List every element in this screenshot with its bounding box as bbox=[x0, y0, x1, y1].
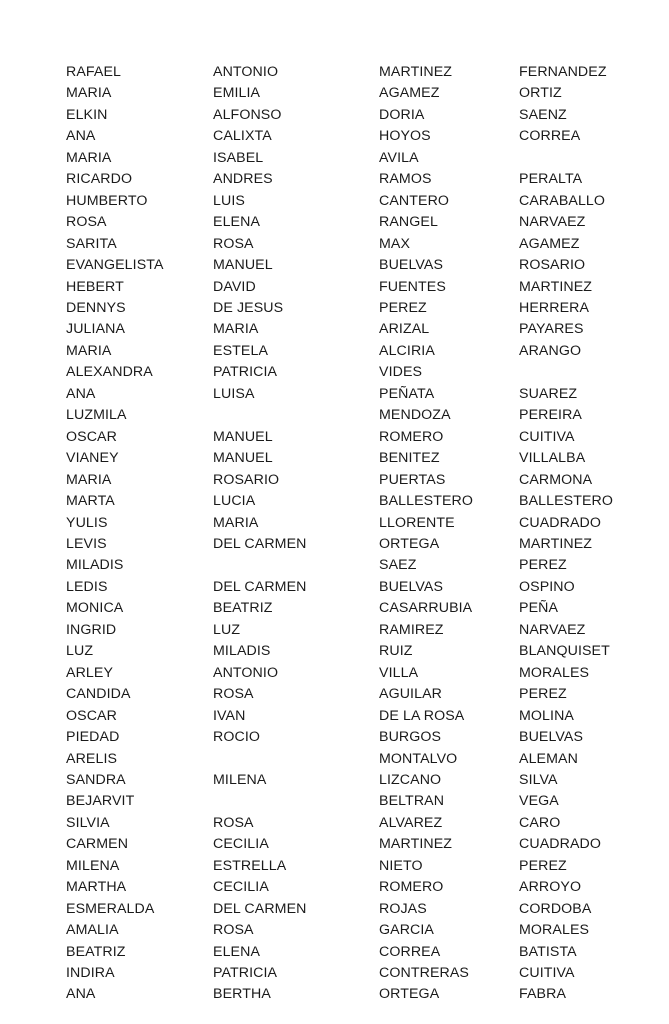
table-row bbox=[66, 255, 656, 276]
second-surname-cell: PEREIRA bbox=[519, 407, 582, 424]
first-name-cell: HEBERT bbox=[66, 278, 124, 295]
first-surname-cell: ROJAS bbox=[379, 900, 427, 917]
middle-name-cell: ANTONIO bbox=[213, 664, 279, 681]
middle-name-cell: ESTELA bbox=[213, 342, 269, 359]
table-row bbox=[66, 641, 656, 662]
table-row bbox=[66, 341, 656, 362]
table-row bbox=[66, 212, 656, 233]
first-name-cell: ANA bbox=[66, 385, 96, 402]
middle-name-cell: MANUEL bbox=[213, 428, 273, 445]
names-table-body bbox=[66, 62, 656, 1006]
first-surname-cell: MAX bbox=[379, 235, 411, 252]
table-row bbox=[66, 169, 656, 190]
second-surname-cell: SAENZ bbox=[519, 106, 567, 123]
first-name-cell: SARITA bbox=[66, 235, 117, 252]
first-surname-cell: SAEZ bbox=[379, 557, 417, 574]
second-surname-cell: CUITIVA bbox=[519, 428, 575, 445]
first-name-cell: LEVIS bbox=[66, 535, 107, 552]
second-surname-cell: HERRERA bbox=[519, 299, 590, 316]
first-name-cell: LUZ bbox=[66, 643, 94, 660]
first-surname-cell: RUIZ bbox=[379, 643, 413, 660]
first-surname-cell: CANTERO bbox=[379, 192, 450, 209]
table-row bbox=[66, 856, 656, 877]
table-row bbox=[66, 62, 656, 83]
middle-name-cell: CALIXTA bbox=[213, 128, 272, 145]
middle-name-cell: CECILIA bbox=[213, 879, 269, 896]
first-surname-cell: ORTEGA bbox=[379, 535, 440, 552]
first-name-cell: HUMBERTO bbox=[66, 192, 148, 209]
second-surname-cell: ROSARIO bbox=[519, 257, 586, 274]
middle-name-cell: ROSA bbox=[213, 686, 254, 703]
middle-name-cell: LUZ bbox=[213, 621, 241, 638]
first-surname-cell: HOYOS bbox=[379, 128, 431, 145]
first-surname-cell: DORIA bbox=[379, 106, 425, 123]
middle-name-cell: ROCIO bbox=[213, 729, 261, 746]
first-name-cell: ELKIN bbox=[66, 106, 108, 123]
first-surname-cell: BELTRAN bbox=[379, 793, 445, 810]
table-row bbox=[66, 770, 656, 791]
middle-name-cell: DE JESUS bbox=[213, 299, 284, 316]
first-name-cell: INGRID bbox=[66, 621, 117, 638]
second-surname-cell: CUADRADO bbox=[519, 836, 601, 853]
second-surname-cell: PERALTA bbox=[519, 171, 583, 188]
first-surname-cell: CONTRERAS bbox=[379, 965, 469, 982]
middle-name-cell: PATRICIA bbox=[213, 364, 278, 381]
table-row bbox=[66, 555, 656, 576]
middle-name-cell: MARIA bbox=[213, 514, 259, 531]
second-surname-cell: BALLESTERO bbox=[519, 493, 614, 510]
second-surname-cell: ALEMAN bbox=[519, 750, 578, 767]
second-surname-cell: MARTINEZ bbox=[519, 278, 593, 295]
first-surname-cell: AGAMEZ bbox=[379, 85, 440, 102]
first-name-cell: EVANGELISTA bbox=[66, 257, 164, 274]
second-surname-cell: PEREZ bbox=[519, 557, 567, 574]
first-name-cell: RICARDO bbox=[66, 171, 133, 188]
first-name-cell: CARMEN bbox=[66, 836, 129, 853]
middle-name-cell: CECILIA bbox=[213, 836, 269, 853]
table-row bbox=[66, 234, 656, 255]
first-surname-cell: VIDES bbox=[379, 364, 423, 381]
table-row bbox=[66, 83, 656, 104]
first-surname-cell: ORTEGA bbox=[379, 986, 440, 1003]
first-name-cell: OSCAR bbox=[66, 428, 117, 445]
table-row bbox=[66, 706, 656, 727]
table-row bbox=[66, 384, 656, 405]
first-name-cell: OSCAR bbox=[66, 707, 117, 724]
first-surname-cell: MARTINEZ bbox=[379, 836, 453, 853]
first-surname-cell: RAMIREZ bbox=[379, 621, 444, 638]
second-surname-cell: CUADRADO bbox=[519, 514, 601, 531]
second-surname-cell: SUAREZ bbox=[519, 385, 578, 402]
first-surname-cell: BURGOS bbox=[379, 729, 442, 746]
middle-name-cell: IVAN bbox=[213, 707, 246, 724]
first-name-cell: MARTHA bbox=[66, 879, 127, 896]
first-surname-cell: CASARRUBIA bbox=[379, 600, 473, 617]
second-surname-cell: VEGA bbox=[519, 793, 559, 810]
first-name-cell: SANDRA bbox=[66, 771, 126, 788]
middle-name-cell: LUCIA bbox=[213, 493, 256, 510]
middle-name-cell bbox=[213, 791, 379, 812]
middle-name-cell bbox=[213, 749, 379, 770]
middle-name-cell: ALFONSO bbox=[213, 106, 282, 123]
second-surname-cell: PAYARES bbox=[519, 321, 584, 338]
middle-name-cell: ELENA bbox=[213, 214, 261, 231]
first-surname-cell: PUERTAS bbox=[379, 471, 446, 488]
first-surname-cell: PEREZ bbox=[379, 299, 427, 316]
table-row bbox=[66, 126, 656, 147]
first-surname-cell: RANGEL bbox=[379, 214, 438, 231]
table-row bbox=[66, 598, 656, 619]
second-surname-cell: MARTINEZ bbox=[519, 535, 593, 552]
middle-name-cell: MARIA bbox=[213, 321, 259, 338]
table-row bbox=[66, 920, 656, 941]
table-row bbox=[66, 298, 656, 319]
second-surname-cell: AGAMEZ bbox=[519, 235, 580, 252]
second-surname-cell bbox=[519, 148, 656, 169]
first-surname-cell: BENITEZ bbox=[379, 450, 440, 467]
table-row bbox=[66, 877, 656, 898]
second-surname-cell: MORALES bbox=[519, 664, 590, 681]
second-surname-cell: BLANQUISET bbox=[519, 643, 610, 660]
second-surname-cell: CARO bbox=[519, 814, 561, 831]
first-surname-cell: CORREA bbox=[379, 943, 441, 960]
first-surname-cell: MONTALVO bbox=[379, 750, 458, 767]
first-surname-cell: BALLESTERO bbox=[379, 493, 474, 510]
first-surname-cell: LLORENTE bbox=[379, 514, 455, 531]
second-surname-cell: FERNANDEZ bbox=[519, 64, 607, 80]
first-name-cell: CANDIDA bbox=[66, 686, 131, 703]
first-surname-cell: DE LA ROSA bbox=[379, 707, 465, 724]
first-name-cell: ARELIS bbox=[66, 750, 118, 767]
first-name-cell: JULIANA bbox=[66, 321, 126, 338]
table-row bbox=[66, 727, 656, 748]
first-name-cell: BEATRIZ bbox=[66, 943, 126, 960]
first-surname-cell: PEÑATA bbox=[379, 385, 435, 402]
table-row bbox=[66, 448, 656, 469]
middle-name-cell: DEL CARMEN bbox=[213, 535, 307, 552]
first-name-cell: MILENA bbox=[66, 857, 120, 874]
first-name-cell: PIEDAD bbox=[66, 729, 120, 746]
table-row bbox=[66, 620, 656, 641]
middle-name-cell: ROSA bbox=[213, 235, 254, 252]
first-name-cell: MARIA bbox=[66, 85, 112, 102]
second-surname-cell: SILVA bbox=[519, 771, 558, 788]
second-surname-cell: PEREZ bbox=[519, 686, 567, 703]
middle-name-cell: ANTONIO bbox=[213, 64, 279, 80]
middle-name-cell: BERTHA bbox=[213, 986, 271, 1003]
first-surname-cell: VILLA bbox=[379, 664, 419, 681]
names-table bbox=[66, 62, 656, 1006]
first-surname-cell: ALCIRIA bbox=[379, 342, 435, 359]
table-row bbox=[66, 534, 656, 555]
second-surname-cell: ORTIZ bbox=[519, 85, 562, 102]
first-name-cell: VIANEY bbox=[66, 450, 119, 467]
first-surname-cell: ROMERO bbox=[379, 428, 444, 445]
middle-name-cell: LUIS bbox=[213, 192, 245, 209]
second-surname-cell: PEÑA bbox=[519, 600, 559, 617]
first-surname-cell: GARCIA bbox=[379, 922, 434, 939]
document-page bbox=[66, 62, 656, 1006]
second-surname-cell: MORALES bbox=[519, 922, 590, 939]
middle-name-cell: MILADIS bbox=[213, 643, 271, 660]
first-name-cell: RAFAEL bbox=[66, 64, 122, 80]
first-name-cell: ESMERALDA bbox=[66, 900, 155, 917]
table-row bbox=[66, 749, 656, 770]
first-name-cell: MONICA bbox=[66, 600, 124, 617]
table-row bbox=[66, 148, 656, 169]
first-name-cell: MARIA bbox=[66, 471, 112, 488]
first-surname-cell: ALVAREZ bbox=[379, 814, 443, 831]
second-surname-cell: CARMONA bbox=[519, 471, 593, 488]
middle-name-cell bbox=[213, 555, 379, 576]
first-name-cell: MARTA bbox=[66, 493, 115, 510]
second-surname-cell: ARANGO bbox=[519, 342, 582, 359]
first-surname-cell: BUELVAS bbox=[379, 578, 444, 595]
second-surname-cell: PEREZ bbox=[519, 857, 567, 874]
first-name-cell: BEJARVIT bbox=[66, 793, 135, 810]
first-name-cell: MILADIS bbox=[66, 557, 124, 574]
table-row bbox=[66, 319, 656, 340]
second-surname-cell: NARVAEZ bbox=[519, 621, 586, 638]
second-surname-cell: BUELVAS bbox=[519, 729, 584, 746]
first-name-cell: LUZMILA bbox=[66, 407, 127, 424]
table-row bbox=[66, 663, 656, 684]
first-surname-cell: BUELVAS bbox=[379, 257, 444, 274]
first-surname-cell: RAMOS bbox=[379, 171, 432, 188]
middle-name-cell: BEATRIZ bbox=[213, 600, 273, 617]
first-name-cell: ALEXANDRA bbox=[66, 364, 153, 381]
table-row bbox=[66, 362, 656, 383]
table-row bbox=[66, 277, 656, 298]
first-surname-cell: LIZCANO bbox=[379, 771, 442, 788]
middle-name-cell: ELENA bbox=[213, 943, 261, 960]
first-surname-cell: MARTINEZ bbox=[379, 64, 453, 80]
middle-name-cell: PATRICIA bbox=[213, 965, 278, 982]
middle-name-cell: MILENA bbox=[213, 771, 267, 788]
second-surname-cell bbox=[519, 362, 656, 383]
middle-name-cell: ROSA bbox=[213, 814, 254, 831]
first-name-cell: INDIRA bbox=[66, 965, 115, 982]
first-name-cell: ANA bbox=[66, 986, 96, 1003]
middle-name-cell: ROSARIO bbox=[213, 471, 280, 488]
table-row bbox=[66, 191, 656, 212]
middle-name-cell: MANUEL bbox=[213, 257, 273, 274]
middle-name-cell: DAVID bbox=[213, 278, 256, 295]
table-row bbox=[66, 963, 656, 984]
middle-name-cell: LUISA bbox=[213, 385, 255, 402]
second-surname-cell: CORDOBA bbox=[519, 900, 592, 917]
table-row bbox=[66, 427, 656, 448]
first-name-cell: ARLEY bbox=[66, 664, 114, 681]
table-row bbox=[66, 899, 656, 920]
middle-name-cell: MANUEL bbox=[213, 450, 273, 467]
table-row bbox=[66, 405, 656, 426]
middle-name-cell: ANDRES bbox=[213, 171, 273, 188]
middle-name-cell: DEL CARMEN bbox=[213, 578, 307, 595]
first-name-cell: SILVIA bbox=[66, 814, 110, 831]
table-row bbox=[66, 513, 656, 534]
first-name-cell: YULIS bbox=[66, 514, 108, 531]
middle-name-cell: DEL CARMEN bbox=[213, 900, 307, 917]
table-row bbox=[66, 684, 656, 705]
second-surname-cell: OSPINO bbox=[519, 578, 575, 595]
table-row bbox=[66, 813, 656, 834]
middle-name-cell: ESTRELLA bbox=[213, 857, 287, 874]
second-surname-cell: BATISTA bbox=[519, 943, 577, 960]
second-surname-cell: MOLINA bbox=[519, 707, 574, 724]
first-surname-cell: FUENTES bbox=[379, 278, 446, 295]
second-surname-cell: CUITIVA bbox=[519, 965, 575, 982]
first-name-cell: LEDIS bbox=[66, 578, 108, 595]
table-row bbox=[66, 942, 656, 963]
middle-name-cell: ISABEL bbox=[213, 149, 264, 166]
table-row bbox=[66, 984, 656, 1005]
table-row bbox=[66, 791, 656, 812]
second-surname-cell: VILLALBA bbox=[519, 450, 586, 467]
first-surname-cell: AGUILAR bbox=[379, 686, 442, 703]
first-surname-cell: ARIZAL bbox=[379, 321, 430, 338]
table-row bbox=[66, 491, 656, 512]
first-name-cell: AMALIA bbox=[66, 922, 119, 939]
first-name-cell: DENNYS bbox=[66, 299, 126, 316]
first-surname-cell: MENDOZA bbox=[379, 407, 451, 424]
middle-name-cell: EMILIA bbox=[213, 85, 261, 102]
table-row bbox=[66, 470, 656, 491]
first-name-cell: MARIA bbox=[66, 342, 112, 359]
table-row bbox=[66, 105, 656, 126]
second-surname-cell: CORREA bbox=[519, 128, 581, 145]
second-surname-cell: CARABALLO bbox=[519, 192, 606, 209]
table-row bbox=[66, 577, 656, 598]
second-surname-cell: NARVAEZ bbox=[519, 214, 586, 231]
first-name-cell: ROSA bbox=[66, 214, 107, 231]
table-row bbox=[66, 834, 656, 855]
second-surname-cell: ARROYO bbox=[519, 879, 582, 896]
second-surname-cell: FABRA bbox=[519, 986, 567, 1003]
first-surname-cell: NIETO bbox=[379, 857, 423, 874]
middle-name-cell bbox=[213, 405, 379, 426]
first-name-cell: ANA bbox=[66, 128, 96, 145]
first-surname-cell: AVILA bbox=[379, 149, 419, 166]
first-name-cell: MARIA bbox=[66, 149, 112, 166]
middle-name-cell: ROSA bbox=[213, 922, 254, 939]
first-surname-cell: ROMERO bbox=[379, 879, 444, 896]
